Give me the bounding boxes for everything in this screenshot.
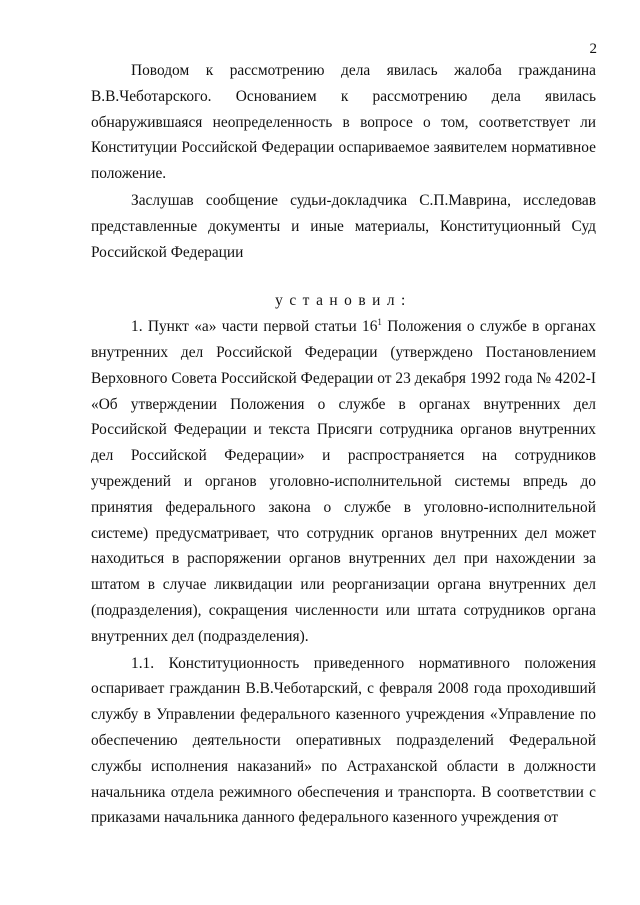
paragraph-point-1-1: 1.1. Конституционность приведенного нормативного положения оспаривает гражданин В.В.Чеботарский, с февраля 2008 года проходивший службу в Управлении федерального казенного учреждения «Управление по обеспечению деятельности оперативных подразделений Федеральной службы исполнения наказаний» по Астраханской области в должности начальника отдела режимного обеспечения и транспорта. В соответствии с приказами начальника данного федерального казенного учреждения от bbox=[91, 654, 596, 827]
point-1-text-rest: Положения о службе в органах внутренних дел Российской Федерации (утверждено Постановлением Верховного Совета Российской Федерации от 23 декабря 1992 года № 4202-I «Об утверждении Положения о службе в органах внутренних дел Российской Федерации и текста Присяги сотрудника органов внутренних дел Российской Федерации» и распространяется на сотрудников учреждений и органов уголовно-исполнительной системы впредь до принятия федерального закона о службе в уголовно-исполнительной системе) предусматривает, что сотрудник органов внутренних дел может находиться в распоряжении органов внутренних дел при нахождении за штатом в случае ликвидации или реорганизации органа внутренних дел (подразделения), сокращения численности или штата сотрудников органа внутренних дел (подразделения). bbox=[91, 318, 596, 645]
page-number: 2 bbox=[589, 41, 597, 57]
article-superscript: 1 bbox=[377, 317, 382, 328]
paragraph-complaint: Поводом к рассмотрению дела явилась жалоба гражданина В.В.Чеботарского. Основанием к рассмотрению дела явилась обнаружившаяся неопределенность в вопросе о том, соответствует ли Конституции Российской Федерации оспариваемое заявителем нормативное положение. bbox=[91, 62, 596, 183]
section-heading: установил: bbox=[275, 292, 412, 310]
paragraph-hearing: Заслушав сообщение судьи-докладчика С.П.Маврина, исследовав представленные документы и иные материалы, Конституционный Суд Российской Федерации bbox=[91, 191, 596, 261]
document-body bbox=[91, 58, 596, 832]
point-1-text-start: 1. Пункт «а» части первой статьи 16 bbox=[131, 318, 378, 336]
paragraph-point-1 bbox=[91, 314, 596, 649]
